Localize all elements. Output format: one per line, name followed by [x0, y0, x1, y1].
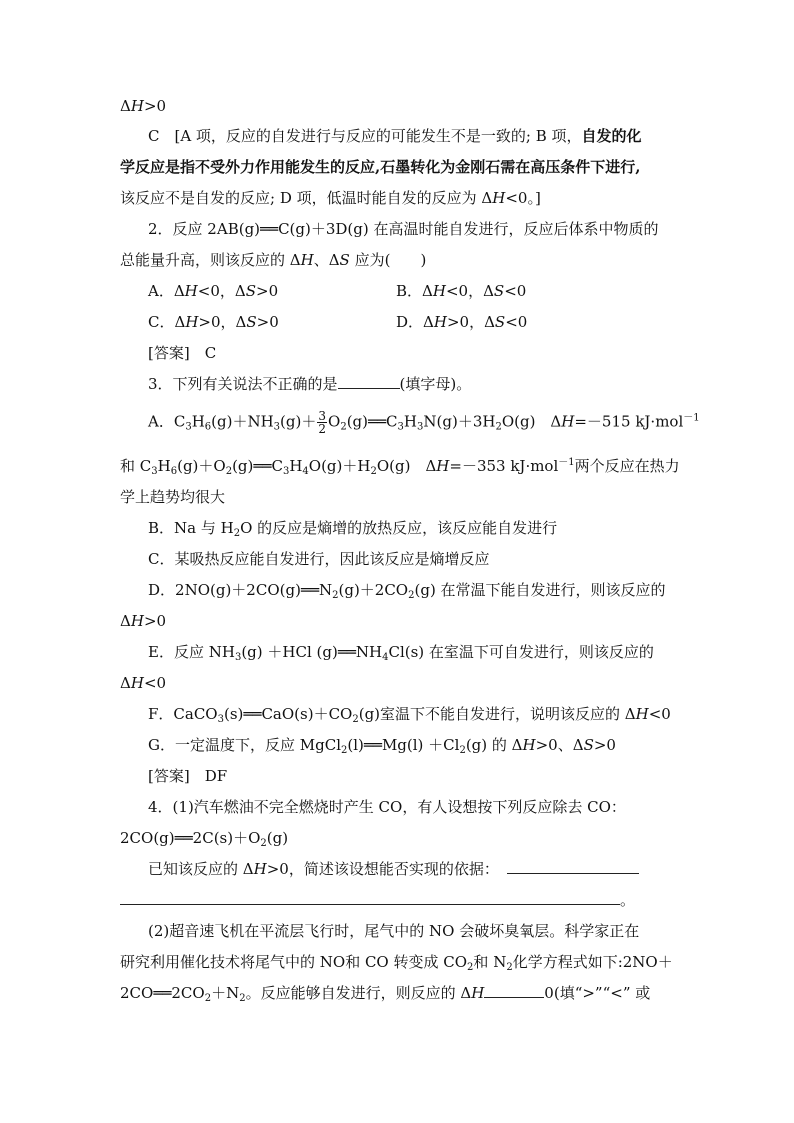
statement-c: C．某吸热反应能自发进行，因此该反应是熵增反应	[148, 550, 490, 568]
statement-a: A．$C_3H_6(g)+NH_3(g)+$ $\frac{3}{2}$ $O_2(g)══C_3H_3N(g)+3H_2O(g)$ ΔH=－515 kJ·mol$^{-1}$	[148, 409, 700, 436]
question-4-2: (2)超音速飞机在平流层飞行时，尾气中的 NO 会破坏臭氧层。科学家正在	[148, 922, 640, 940]
question-2: 2．反应 2AB(g)══C(g)＋3D(g) 在高温时能自发进行，反应后体系中物质的	[148, 220, 659, 238]
option-a: A．ΔH<0，ΔS>0	[148, 282, 279, 300]
text-line: 已知该反应的 ΔH>0，简述该设想能否实现的依据：	[148, 859, 639, 879]
answer-blank-line[interactable]	[120, 890, 635, 910]
statement-b: B．Na 与 $H_2O$ 的反应是熵增的放热反应，该反应能自发进行	[148, 519, 558, 539]
statement-f: F．$CaCO_3(s)══CaO(s)+CO_2(g)$室温下不能自发进行，说明该反应的 ΔH<0	[148, 705, 671, 725]
question-3: 3．下列有关说法不正确的是 (填字母)。	[148, 375, 472, 393]
text-line: 学上趋势均很大	[120, 488, 226, 506]
option-c: C．ΔH>0，ΔS>0	[148, 313, 279, 331]
text-line: 总能量升高，则该反应的 ΔH、ΔS 应为( )	[120, 251, 427, 269]
question-4: 4．(1)汽车燃油不完全燃烧时产生 CO，有人设想按下列反应除去 CO：	[148, 798, 626, 816]
text-line: $2CO(g)══2C(s)+O_2(g)$	[120, 829, 289, 849]
option-b: B．ΔH<0，ΔS<0	[396, 282, 527, 300]
answer-2: [答案] C	[148, 344, 217, 362]
text-line: 研究利用催化技术将尾气中的 NO和 CO 转变成 $CO_2$和 $N_2$化学方程式如下:2NO＋	[120, 953, 673, 973]
answer-3: [答案] DF	[148, 767, 228, 785]
option-d: D．ΔH>0，ΔS<0	[396, 313, 528, 331]
text-line: C [A 项，反应的自发进行与反应的可能发生不是一致的; B 项，自发的化	[148, 127, 642, 145]
statement-e: E．反应 $NH_3(g) +HCl$ $(g)══NH_4Cl(s)$ 在室温下可自发进行，则该反应的	[148, 643, 654, 663]
text-line: ΔH<0	[120, 674, 167, 692]
text-line: ΔH>0	[120, 97, 167, 115]
statement-d: D．$2NO(g)+2CO(g)══N_2(g)+2CO_2(g)$ 在常温下能自发进行，则该反应的	[148, 581, 666, 601]
text-line: ΔH>0	[120, 612, 167, 630]
text-line: 该反应不是自发的反应; D 项，低温时能自发的反应为 ΔH<0。]	[120, 189, 541, 207]
text-line: 和 $C_3H_6(g)+O_2(g)══C_3H_4O(g)+H_2O(g)$ ΔH=－353 kJ·mol$^{-1}$两个反应在热力	[120, 457, 680, 477]
text-line: 学反应是指不受外力作用能发生的反应,石墨转化为金刚石需在高压条件下进行,	[120, 158, 641, 176]
statement-g: G．一定温度下，反应 MgCl$_2$(l)══Mg(l) $+Cl_2(g)$ 的 ΔH>0、ΔS>0	[148, 736, 616, 756]
text-line: $2CO══2CO_2+N_2$。反应能够自发进行，则反应的 ΔH 0(填“>”“<” 或	[120, 984, 651, 1004]
period: 。	[620, 891, 636, 909]
